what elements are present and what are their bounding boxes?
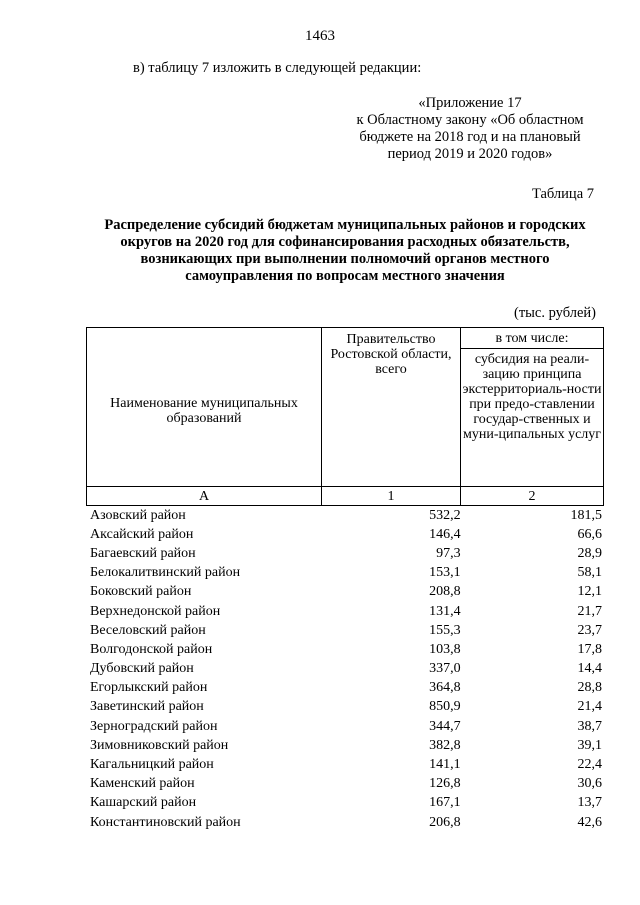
row-total: 532,2 [429, 507, 461, 523]
row-name: Дубовский район [90, 661, 194, 677]
table-row [86, 698, 602, 717]
row-subsidy: 28,9 [577, 545, 603, 561]
row-total: 364,8 [429, 680, 461, 696]
row-total: 208,8 [429, 584, 461, 600]
header-total: Правительство Ростовской области, всего [322, 328, 461, 487]
row-subsidy: 66,6 [577, 526, 603, 542]
row-total: 206,8 [429, 814, 461, 830]
row-total: 131,4 [429, 603, 461, 619]
title-line: округов на 2020 год для софинансирования расходных обязательств, [120, 234, 570, 250]
table-row [86, 660, 602, 679]
row-name: Зимовниковский район [90, 737, 229, 753]
row-subsidy: 30,6 [577, 776, 603, 792]
page-number: 1463 [305, 28, 335, 44]
table-row [86, 736, 602, 755]
row-name: Веселовский район [90, 622, 206, 638]
row-name: Верхнедонской район [90, 603, 221, 619]
row-name: Егорлыкский район [90, 680, 208, 696]
table-header [86, 327, 604, 506]
row-subsidy: 22,4 [577, 757, 603, 773]
row-total: 167,1 [429, 795, 461, 811]
appendix-line: к Областному закону «Об областном [356, 112, 584, 128]
row-subsidy: 12,1 [577, 584, 603, 600]
row-total: 382,8 [429, 737, 461, 753]
row-name: Зерноградский район [90, 718, 218, 734]
row-subsidy: 39,1 [577, 737, 603, 753]
row-name: Белокалитвинский район [90, 565, 241, 581]
row-name: Кашарский район [90, 795, 197, 811]
header-col-a: А [87, 487, 322, 506]
intro-text: в) таблицу 7 изложить в следующей редакции: [133, 60, 422, 76]
row-name: Каменский район [90, 776, 195, 792]
row-subsidy: 28,8 [577, 680, 603, 696]
row-subsidy: 13,7 [577, 795, 603, 811]
appendix-reference [355, 95, 585, 163]
table-row [86, 506, 602, 525]
table-body [86, 506, 602, 832]
table-row [86, 525, 602, 544]
row-total: 850,9 [429, 699, 461, 715]
row-subsidy: 21,4 [577, 699, 603, 715]
row-total: 344,7 [429, 718, 461, 734]
row-subsidy: 58,1 [577, 565, 603, 581]
table-row [86, 640, 602, 659]
table-row [86, 775, 602, 794]
table-row [86, 564, 602, 583]
header-col-1: 1 [322, 487, 461, 506]
table-row [86, 813, 602, 832]
row-total: 126,8 [429, 776, 461, 792]
row-subsidy: 14,4 [577, 661, 603, 677]
row-total: 153,1 [429, 565, 461, 581]
table-row [86, 602, 602, 621]
table-row [86, 755, 602, 774]
appendix-line: бюджете на 2018 год и на плановый [359, 129, 581, 145]
table-label: Таблица 7 [531, 186, 594, 202]
table-row [86, 621, 602, 640]
title-line: самоуправления по вопросам местного значения [185, 268, 505, 284]
row-name: Аксайский район [90, 526, 194, 542]
title-line: Распределение субсидий бюджетам муниципальных районов и городских [104, 217, 586, 233]
row-subsidy: 21,7 [577, 603, 603, 619]
row-name: Багаевский район [90, 545, 196, 561]
row-total: 155,3 [429, 622, 461, 638]
table-row [86, 794, 602, 813]
header-name: Наименование муниципальных образований [87, 328, 322, 487]
table-row [86, 679, 602, 698]
row-total: 141,1 [429, 757, 461, 773]
table-row [86, 717, 602, 736]
header-col-2: 2 [461, 487, 604, 506]
row-name: Константиновский район [90, 814, 241, 830]
row-name: Кагальницкий район [90, 757, 214, 773]
row-total: 146,4 [429, 526, 461, 542]
header-including: в том числе: [461, 328, 604, 349]
header-subsidy: субсидия на реали-зацию принципа экстерриториаль-ности при предо-ставлении государ-ственных и муни-ципальных услуг [461, 349, 604, 487]
table-title [80, 217, 610, 285]
row-subsidy: 42,6 [577, 814, 603, 830]
appendix-line: период 2019 и 2020 годов» [387, 146, 553, 162]
row-subsidy: 23,7 [577, 622, 603, 638]
row-total: 97,3 [436, 545, 461, 561]
table-row [86, 583, 602, 602]
row-subsidy: 181,5 [570, 507, 603, 523]
row-name: Азовский район [90, 507, 186, 523]
row-name: Волгодонской район [90, 641, 213, 657]
appendix-line: «Приложение 17 [418, 95, 522, 111]
row-total: 103,8 [429, 641, 461, 657]
row-subsidy: 38,7 [577, 718, 603, 734]
row-total: 337,0 [429, 661, 461, 677]
row-name: Боковский район [90, 584, 192, 600]
row-subsidy: 17,8 [577, 641, 603, 657]
title-line: возникающих при выполнении полномочий органов местного [140, 251, 550, 267]
units-label: (тыс. рублей) [514, 305, 596, 321]
table-row [86, 544, 602, 563]
row-name: Заветинский район [90, 699, 204, 715]
